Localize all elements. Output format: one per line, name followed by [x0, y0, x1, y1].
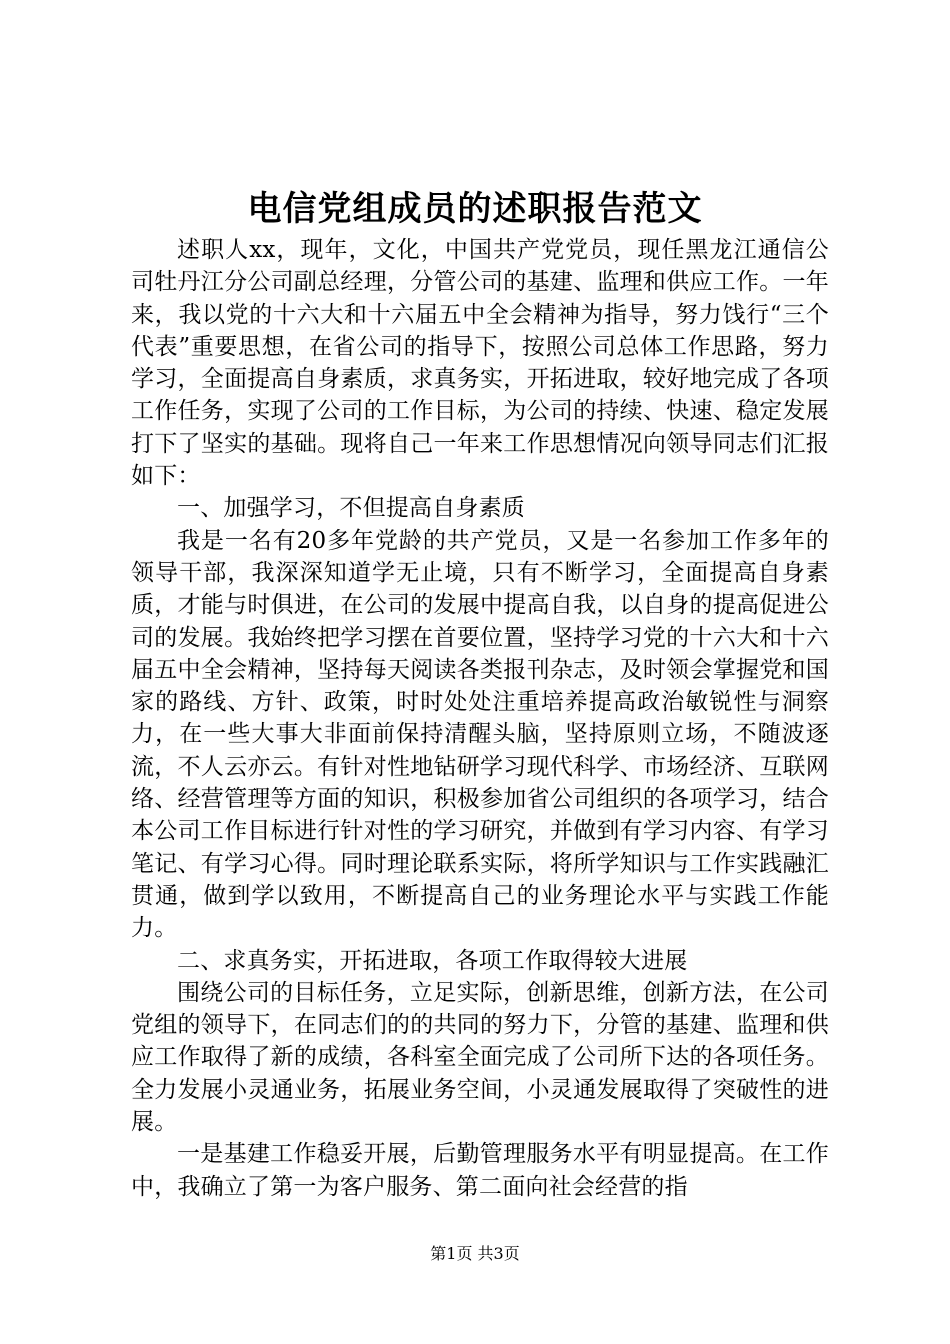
paragraph-intro: 述职人xx，现年，文化，中国共产党党员，现任黑龙江通信公司牡丹江分公司副总经理，分管公司的基建、监理和供应工作。一年来，我以党的十六大和十六届五中全会精神为指导，努力饯行“三个代表”重要思想，在省公司的指导下，按照公司总体工作思路，努力学习，全面提高自身素质，求真务实，开拓进取，较好地完成了各项工作任务，实现了公司的工作目标，为公司的持续、快速、稳定发展打下了坚实的基础。现将自己一年来工作思想情况向领导同志们汇报如下：	[131, 237, 829, 490]
page-footer: 第1页 共3页	[430, 1244, 520, 1263]
section-heading-2: 二、求真务实，开拓进取，各项工作取得较大进展	[177, 947, 688, 974]
section-heading-1: 一、加强学习，不但提高自身素质	[177, 495, 525, 522]
paragraph-study: 我是一名有20多年党龄的共产党员，又是一名参加工作多年的领导干部，我深深知道学无止境，只有不断学习，全面提高自身素质，才能与时俱进，在公司的发展中提高自我，以自身的提高促进公司的发展。我始终把学习摆在首要位置，坚持学习党的十六大和十六届五中全会精神，坚持每天阅读各类报刊杂志，及时领会掌握党和国家的路线、方针、政策，时时处处注重培养提高政治敏锐性与洞察力，在一些大事大非面前保持清醒头脑，坚持原则立场，不随波逐流，不人云亦云。有针对性地钻研学习现代科学、市场经济、互联网络、经营管理等方面的知识，积极参加省公司组织的各项学习，结合本公司工作目标进行针对性的学习研究，并做到有学习内容、有学习笔记、有学习心得。同时理论联系实际，将所学知识与工作实践融汇贯通，做到学以致用，不断提高自己的业务理论水平与实践工作能力。	[131, 527, 829, 942]
document-title: 电信党组成员的述职报告范文	[247, 189, 703, 229]
document-body	[131, 234, 829, 1203]
paragraph-progress: 围绕公司的目标任务，立足实际，创新思维，创新方法，在公司党组的领导下，在同志们的的共同的努力下，分管的基建、监理和供应工作取得了新的成绩，各科室全面完成了公司所下达的各项任务。全力发展小灵通业务，拓展业务空间，小灵通发展取得了突破性的进展。	[131, 979, 829, 1136]
paragraph-construction: 一是基建工作稳妥开展，后勤管理服务水平有明显提高。在工作中，我确立了第一为客户服务、第二面向社会经营的指	[131, 1141, 829, 1200]
